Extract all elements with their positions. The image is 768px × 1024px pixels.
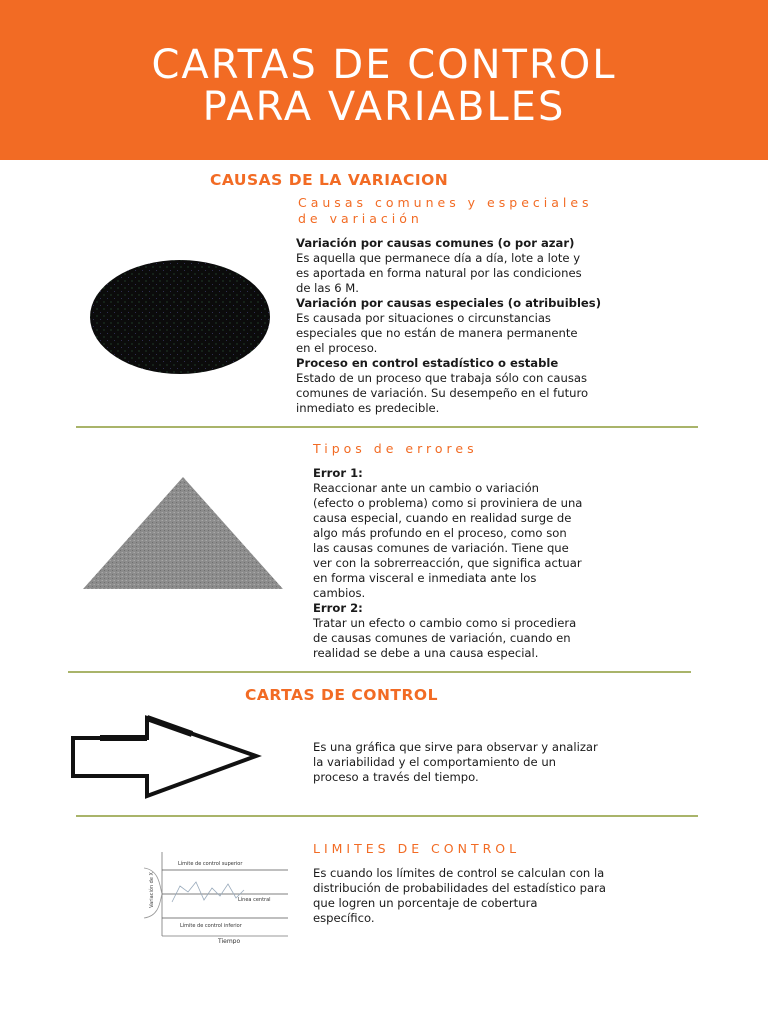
error1-line: (efecto o problema) como si proviniera de una — [313, 496, 583, 510]
error1-line: ver con la sobrerreacción, que significa actuar — [313, 556, 582, 570]
divider — [76, 815, 698, 817]
errores-text-block — [313, 466, 733, 661]
lower-limit-label: Límite de control inferior — [180, 923, 242, 929]
chart-ylabel: Variación de X — [149, 872, 155, 908]
cartas-line: proceso a través del tiempo. — [313, 770, 479, 784]
error1-line: cambios. — [313, 586, 366, 600]
cartas-text-block — [313, 740, 743, 785]
proceso-estable-line: Estado de un proceso que trabaja sólo con causas — [296, 371, 588, 385]
error2-title: Error 2: — [313, 601, 363, 615]
causa-comun-line: Es aquella que permanece día a día, lote a lote y — [296, 251, 581, 265]
cartas-line: Es una gráfica que sirve para observar y analizar — [313, 740, 598, 754]
error2-line: de causas comunes de variación, cuando en — [313, 631, 571, 645]
error2-line: Tratar un efecto o cambio como si procediera — [313, 616, 577, 630]
center-line-label: Línea central — [238, 897, 271, 903]
causa-comun-line: es aportada en forma natural por las condiciones — [296, 266, 582, 280]
cartas-heading: CARTAS DE CONTROL — [245, 686, 438, 704]
errores-subheading: Tipos de errores — [313, 441, 478, 456]
black-ellipse-graphic — [88, 258, 272, 376]
control-chart-graphic — [140, 848, 292, 944]
header-banner — [0, 0, 768, 160]
limites-line: Es cuando los límites de control se calculan con la — [313, 866, 605, 880]
error1-line: Reaccionar ante un cambio o variación — [313, 481, 539, 495]
page-title-line1: CARTAS DE CONTROL — [151, 42, 617, 88]
error1-line: causa especial, cuando en realidad surge de — [313, 511, 572, 525]
limites-line: distribución de probabilidades del estadístico para — [313, 881, 606, 895]
limites-subheading: LIMITES DE CONTROL — [313, 841, 521, 856]
causa-especial-title: Variación por causas especiales (o atribuibles) — [296, 296, 601, 310]
error1-line: algo más profundo en el proceso, como son — [313, 526, 567, 540]
causa-comun-title: Variación por causas comunes (o por azar) — [296, 236, 575, 250]
upper-limit-label: Límite de control superior — [178, 861, 243, 867]
proceso-estable-line: comunes de variación. Su desempeño en el futuro — [296, 386, 589, 400]
error2-line: realidad se debe a una causa especial. — [313, 646, 539, 660]
causas-heading: CAUSAS DE LA VARIACION — [210, 171, 449, 189]
limites-line: específico. — [313, 911, 375, 925]
process-series-line — [172, 882, 244, 902]
divider — [68, 671, 691, 673]
arrow-outline-graphic — [70, 714, 262, 800]
error1-line: las causas comunes de variación. Tiene que — [313, 541, 569, 555]
divider — [76, 426, 698, 428]
gray-triangle-graphic — [82, 476, 284, 590]
page-title-line2: PARA VARIABLES — [202, 84, 566, 130]
limites-line: que logren un porcentaje de cobertura — [313, 896, 538, 910]
causas-text-block — [296, 236, 736, 416]
proceso-estable-title: Proceso en control estadístico o estable — [296, 356, 559, 370]
limites-text-block — [313, 866, 753, 926]
causas-subheading-line1: Causas comunes y especiales — [298, 195, 593, 210]
causa-especial-line: Es causada por situaciones o circunstancias — [296, 311, 551, 325]
error1-title: Error 1: — [313, 466, 363, 480]
cartas-line: la variabilidad y el comportamiento de un — [313, 755, 557, 769]
chart-xlabel: Tiempo — [218, 938, 241, 944]
causa-especial-line: en el proceso. — [296, 341, 378, 355]
error1-line: en forma visceral e inmediata ante los — [313, 571, 537, 585]
causa-comun-line: de las 6 M. — [296, 281, 359, 295]
causas-subheading-line2: de variación — [298, 211, 423, 226]
causa-especial-line: especiales que no están de manera permanente — [296, 326, 578, 340]
proceso-estable-line: inmediato es predecible. — [296, 401, 440, 415]
